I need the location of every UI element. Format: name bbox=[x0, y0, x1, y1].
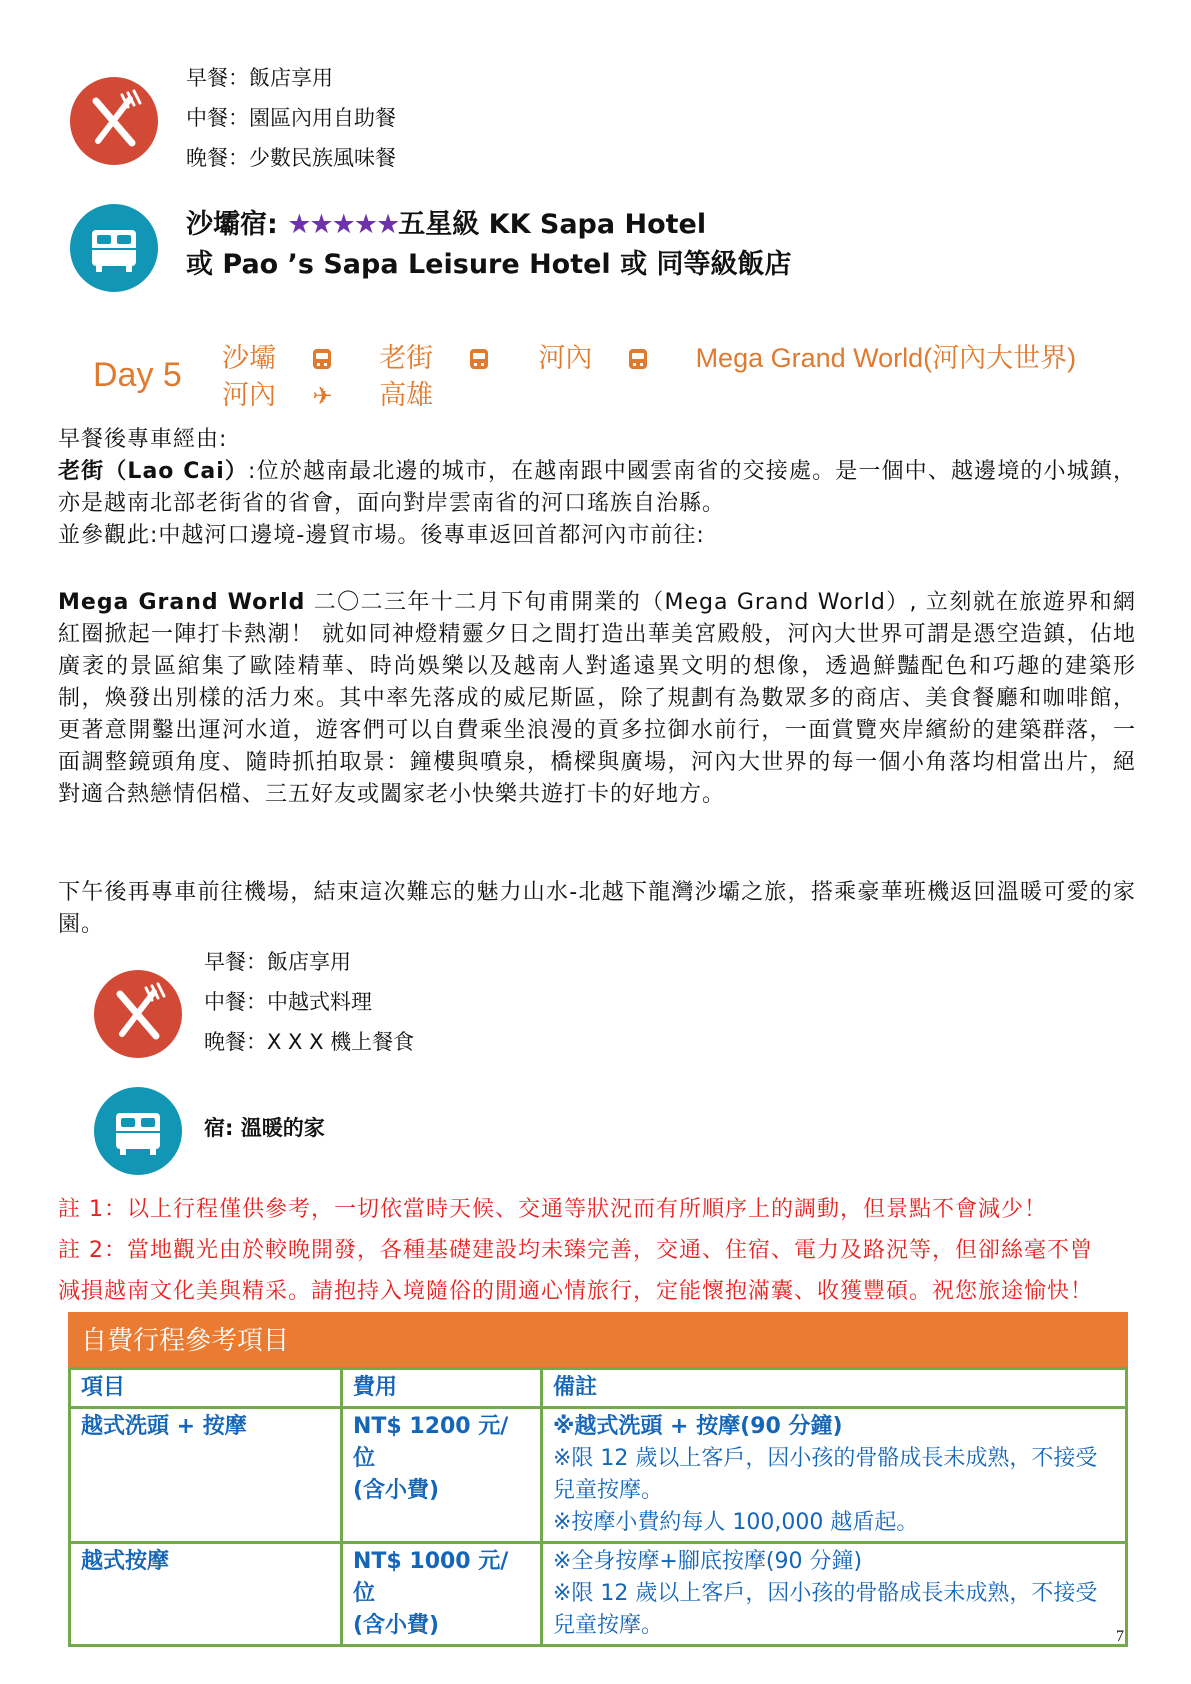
column-header: 費用 bbox=[342, 1369, 542, 1408]
bed-icon bbox=[94, 1087, 182, 1175]
airplane-icon: ✈ bbox=[312, 382, 333, 410]
day-label: Day 5 bbox=[93, 356, 182, 394]
route-stop: 老街 bbox=[379, 343, 434, 374]
bus-icon bbox=[470, 349, 488, 369]
lunch-text: 中餐：中越式料理 bbox=[204, 990, 372, 1014]
day5-meals bbox=[204, 942, 414, 1062]
laocai-paragraph: 老街（Lao Cai）:位於越南最北邊的城市，在越南跟中國雲南省的交接處。是一個中、越邊境的小城鎮，亦是越南北部老街省的省會，面向對岸雲南省的河口瑤族自治縣。 bbox=[58, 459, 1136, 516]
item-cell: 越式按摩 bbox=[70, 1543, 342, 1646]
price-cell: NT$ 1000 元/位 (含小費) bbox=[342, 1543, 542, 1646]
route-line-2 bbox=[222, 377, 461, 415]
dinner-text: 晚餐：X X X 機上餐食 bbox=[204, 1030, 415, 1054]
route-stop: 河內 bbox=[222, 380, 276, 411]
route-stop: 沙壩 bbox=[222, 343, 276, 374]
table-header-row bbox=[70, 1369, 1127, 1408]
column-header: 項目 bbox=[70, 1369, 342, 1408]
mega-paragraph: Mega Grand World 二〇二三年十二月下旬甫開業的（Mega Grand World）, 立刻就在旅遊界和網紅圈掀起一陣打卡熱潮！ 就如同神燈精靈夕日之間打造出華美宮殿般，河內大世界可謂是憑空造鎮，佔地廣袤的景區綰集了歐陸精華、時尚娛樂以及越南人對遙遠異文明的想像，透過鮮豔配色和巧趣的建築形制，煥發出別樣的活力來。其中率先落成的威尼斯區，除了規劃有為數眾多的商店、美食餐廳和咖啡館，更著意開鑿出運河水道，遊客們可以自費乘坐浪漫的貢多拉御水前行，一面賞覽夾岸繽紛的建築群落，一面調整鏡頭角度、隨時抓拍取景：鐘樓與噴泉，橋樑與廣場，河內大世界的每一個小角落均相當出片，絕對適合熱戀情侶檔、三五好友或闔家老小快樂共遊打卡的好地方。 bbox=[58, 590, 1137, 807]
item-cell: 越式洗頭 + 按摩 bbox=[70, 1408, 342, 1543]
meal-utensils-icon bbox=[94, 970, 182, 1058]
remark-cell: ※全身按摩+腳底按摩(90 分鐘) ※限 12 歲以上客戶，因小孩的骨骼成長未成熟，不接受兒童按摩。 bbox=[542, 1543, 1127, 1646]
day4-meals bbox=[186, 58, 396, 178]
dinner-text: 晚餐：少數民族風味餐 bbox=[186, 146, 396, 170]
page-number: 7 bbox=[1116, 1628, 1124, 1645]
visit-text: 並參觀此:中越河口邊境-邊貿市場。後專車返回首都河內市前往: bbox=[58, 523, 705, 548]
optional-tours-table bbox=[68, 1312, 1128, 1647]
hotel-name: 五星級 KK Sapa Hotel bbox=[398, 209, 707, 240]
hotel-alternatives: 或 Pao ’s Sapa Leisure Hotel 或 同等級飯店 bbox=[186, 249, 792, 280]
laocai-title: 老街（Lao Cai） bbox=[58, 459, 249, 484]
lunch-text: 中餐：園區內用自助餐 bbox=[186, 106, 396, 130]
mega-title: Mega Grand World bbox=[58, 590, 306, 615]
table-row bbox=[70, 1408, 1127, 1543]
day4-hotel bbox=[186, 205, 791, 285]
note-1: 註 1：以上行程僅供參考，一切依當時天候、交通等狀況而有所順序上的調動，但景點不會減少！ bbox=[58, 1197, 1047, 1222]
route-stop: 高雄 bbox=[379, 380, 434, 411]
note-2-line-2: 減損越南文化美與精采。請抱持入境隨俗的閒適心情旅行，定能懷抱滿囊、收獲豐碩。祝您旅途愉快！ bbox=[58, 1279, 1094, 1304]
note-2-line-1: 註 2：當地觀光由於較晚開發，各種基礎建設均未臻完善，交通、住宿、電力及路況等，但卻絲毫不曾 bbox=[58, 1238, 1093, 1263]
route-stop: Mega Grand World(河內大世界) bbox=[695, 343, 1077, 373]
remark-cell: ※越式洗頭 + 按摩(90 分鐘) ※限 12 歲以上客戶，因小孩的骨骼成長未成熟，不接受兒童按摩。 ※按摩小費約每人 100,000 越盾起。 bbox=[542, 1408, 1127, 1543]
table-title: 自費行程參考項目 bbox=[70, 1314, 1127, 1369]
breakfast-text: 早餐：飯店享用 bbox=[204, 950, 351, 974]
column-header: 備註 bbox=[542, 1369, 1127, 1408]
route-stop: 河內 bbox=[538, 343, 593, 374]
price-cell: NT$ 1200 元/位 (含小費) bbox=[342, 1408, 542, 1543]
meal-utensils-icon bbox=[70, 77, 158, 165]
afternoon-paragraph: 下午後再專車前往機場，結束這次難忘的魅力山水-北越下龍灣沙壩之旅，搭乘豪華班機返回溫暖可愛的家園。 bbox=[58, 880, 1136, 937]
day5-hotel: 宿: 溫暖的家 bbox=[204, 1116, 325, 1140]
route-line-1 bbox=[222, 340, 1116, 377]
breakfast-text: 早餐：飯店享用 bbox=[186, 66, 333, 90]
table-row bbox=[70, 1543, 1127, 1646]
day5-description bbox=[58, 424, 1136, 552]
five-star-rating-icon: ★★★★★ bbox=[287, 209, 399, 240]
bus-icon bbox=[313, 349, 331, 369]
bus-icon bbox=[629, 349, 647, 369]
hotel-label: 沙壩宿: bbox=[186, 209, 278, 240]
bed-icon bbox=[70, 204, 158, 292]
intro-text: 早餐後專車經由: bbox=[58, 427, 228, 452]
